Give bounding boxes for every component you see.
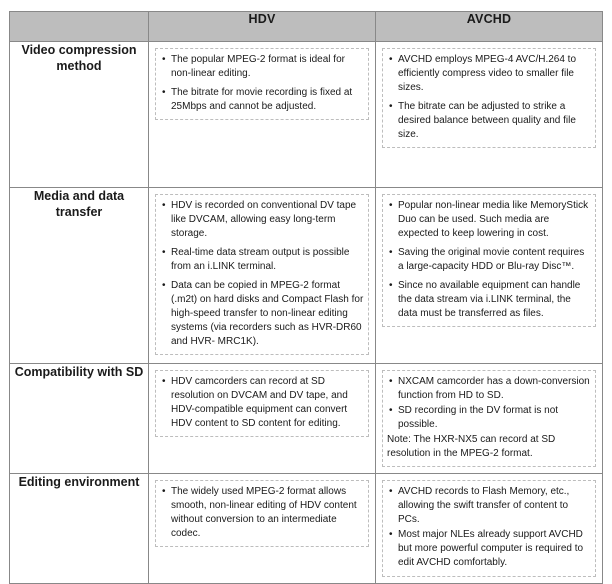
list-item: • Popular non-linear media like MemoryStick Duo can be used. Such media are expected to keep lowering in cost.: [387, 199, 591, 241]
cell-box: [155, 480, 369, 547]
hdv-cell: [149, 474, 376, 584]
table-row: [10, 364, 603, 474]
avchd-cell: [376, 42, 603, 188]
cell-box: [382, 370, 596, 467]
cell-box: [382, 194, 596, 327]
row-header-sd-compatibility: Compatibility with SD: [10, 364, 149, 474]
comparison-table: [9, 11, 603, 584]
bullet-list: [387, 485, 591, 570]
list-item: • AVCHD employs MPEG-4 AVC/H.264 to efficiently compress video to smaller file sizes.: [387, 53, 591, 95]
avchd-cell: [376, 364, 603, 474]
row-header-video-compression: Video compression method: [10, 42, 149, 188]
hdv-cell: [149, 188, 376, 364]
row-header-media-transfer: Media and data transfer: [10, 188, 149, 364]
row-header-editing-environment: Editing environment: [10, 474, 149, 584]
avchd-cell: [376, 474, 603, 584]
table-row: [10, 42, 603, 188]
list-item: • Real-time data stream output is possible from an i.LINK terminal.: [160, 246, 364, 274]
list-item: • The bitrate for movie recording is fixed at 25Mbps and cannot be adjusted.: [160, 86, 364, 114]
list-item: • NXCAM camcorder has a down-conversion function from HD to SD.: [387, 375, 591, 403]
cell-box: [382, 480, 596, 577]
cell-box: [155, 194, 369, 355]
note-label: Note:: [387, 434, 411, 445]
list-item: • HDV is recorded on conventional DV tape like DVCAM, allowing easy long-term storage.: [160, 199, 364, 241]
header-row: [10, 12, 603, 42]
corner-cell: [10, 12, 149, 42]
list-item: • The widely used MPEG-2 format allows smooth, non-linear editing of HDV content without conversion to an intermediate codec.: [160, 485, 364, 541]
list-item: • The bitrate can be adjusted to strike a desired balance between quality and file size.: [387, 100, 591, 142]
table-row: [10, 188, 603, 364]
cell-box: [382, 48, 596, 148]
list-item: • AVCHD records to Flash Memory, etc., allowing the swift transfer of content to PCs.: [387, 485, 591, 527]
bullet-list: [160, 53, 364, 114]
list-item: • Data can be copied in MPEG-2 format (.m2t) on hard disks and Compact Flash for high-speed transfer to non-linear editing systems (via recorders such as HVR-DR60 and HVR- MRC1K).: [160, 279, 364, 349]
list-item: • Most major NLEs already support AVCHD but more powerful computer is required to edit AVCHD comfortably.: [387, 528, 591, 570]
list-item: • Saving the original movie content requires a large-capacity HDD or Blu-ray Disc™.: [387, 246, 591, 274]
bullet-list: [160, 375, 364, 431]
bullet-list: [387, 53, 591, 142]
bullet-list: [160, 485, 364, 541]
avchd-cell: [376, 188, 603, 364]
note: [387, 433, 591, 461]
cell-box: [155, 48, 369, 120]
hdv-cell: [149, 364, 376, 474]
cell-box: [155, 370, 369, 437]
table-row: [10, 474, 603, 584]
list-item: • Since no available equipment can handle the data stream via i.LINK terminal, the data must be transferred as files.: [387, 279, 591, 321]
list-item: • HDV camcorders can record at SD resolution on DVCAM and DV tape, and HDV-compatible equipment can convert HDV content to SD content for editing.: [160, 375, 364, 431]
hdv-cell: [149, 42, 376, 188]
note-text: The HXR-NX5 can record at SD resolution in the MPEG-2 format.: [387, 434, 556, 459]
bullet-list: [160, 199, 364, 349]
column-header-avchd: AVCHD: [376, 12, 603, 42]
bullet-list: [387, 375, 591, 432]
list-item: • SD recording in the DV format is not possible.: [387, 404, 591, 432]
column-header-hdv: HDV: [149, 12, 376, 42]
list-item: • The popular MPEG-2 format is ideal for non-linear editing.: [160, 53, 364, 81]
bullet-list: [387, 199, 591, 321]
